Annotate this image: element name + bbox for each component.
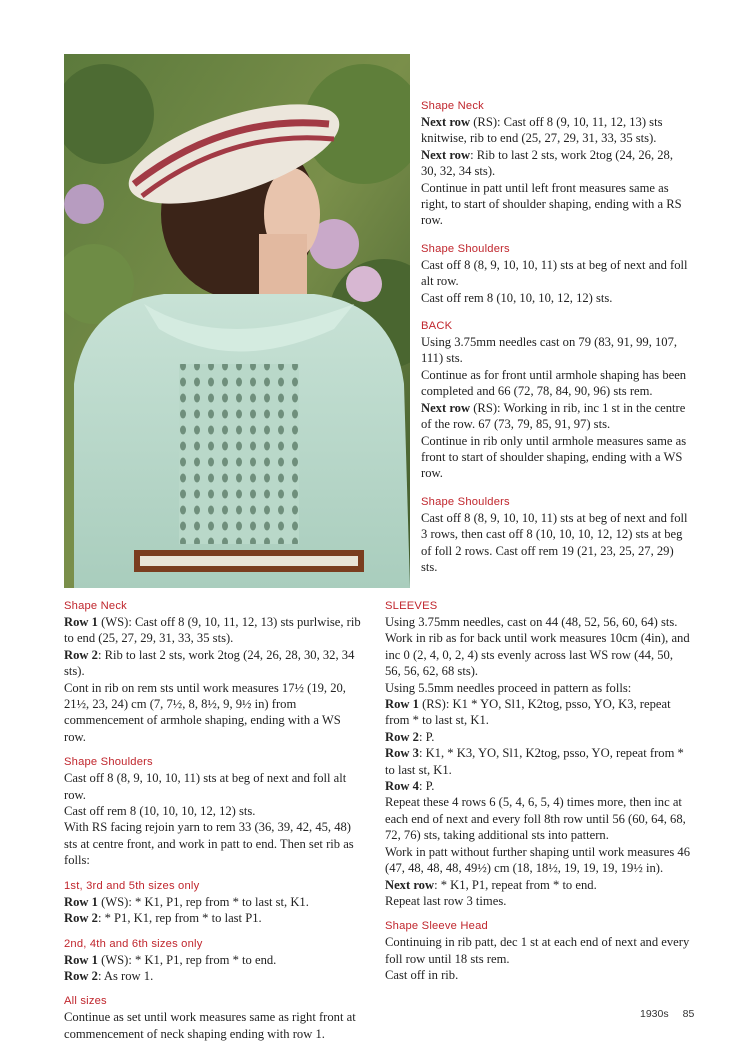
instruction-text: With RS facing rejoin yarn to rem 33 (36, 39, 42, 45, 48) sts at centre front, and work in patt to end. Then set rib as folls: — [64, 820, 354, 868]
section-heading: Shape Sleeve Head — [385, 920, 488, 933]
instruction-text: Cont in rib on rem sts until work measures 17½ (19, 20, 21½, 23, 24) cm (7, 7½, 8, 8½, 9, 9½ in) from commencement of armhole shaping, ending with a WS row. — [64, 680, 346, 744]
knitted-cardigan-photo — [64, 54, 410, 588]
instruction-text: Repeat last row 3 times. — [385, 893, 507, 908]
instruction-text: Row 1 (RS): K1 * YO, Sl1, K2tog, psso, YO, K3, repeat from * to last st, K1. — [385, 697, 671, 728]
instruction-text: Cast off in rib. — [385, 968, 459, 983]
section-heading: 2nd, 4th and 6th sizes only — [64, 937, 203, 950]
section-heading: SLEEVES — [385, 600, 438, 612]
instruction-text: Next row (RS): Cast off 8 (9, 10, 11, 12, 13) sts knitwise, rib to end (25, 27, 29, 31, 33, 35 sts). — [421, 115, 663, 146]
section-heading: Shape Shoulders — [421, 242, 510, 255]
instruction-text: Cast off 8 (8, 9, 10, 10, 11) sts at beg of next and foll alt row. — [64, 771, 347, 802]
middle-column — [385, 598, 691, 984]
instruction-text: Cast off 8 (8, 9, 10, 10, 11) sts at beg of next and foll 3 rows, then cast off 8 (10, 10, 10, 12, 12) sts at beg of foll 2 rows. Cast off rem 19 (21, 23, 25, 27, 29) sts. — [421, 510, 688, 574]
instruction-text: Work in patt without further shaping until work measures 46 (47, 48, 48, 48, 49½) cm (18, 18½, 19, 19, 19, 19½ in). — [385, 844, 691, 876]
instruction-text: Row 4: P. — [385, 779, 435, 794]
instruction-text: Continue in patt until left front measures same as right, to start of shoulder shaping, ending with a RS row. — [421, 180, 682, 228]
instruction-text: Next row: Rib to last 2 sts, work 2tog (24, 26, 28, 30, 32, 34 sts). — [421, 147, 673, 179]
instruction-text: Next row (RS): Working in rib, inc 1 st in the centre of the row. 67 (73, 79, 85, 91, 97) sts. — [421, 400, 686, 432]
instruction-text: Row 1 (WS): * K1, P1, rep from * to end. — [64, 952, 277, 967]
instruction-text: Using 3.75mm needles, cast on 44 (48, 52, 56, 60, 64) sts. — [385, 615, 678, 629]
section-heading: Shape Neck — [421, 100, 484, 112]
left-column — [64, 598, 364, 1042]
section-heading: 1st, 3rd and 5th sizes only — [64, 879, 200, 892]
instruction-text: Row 1 (WS): * K1, P1, rep from * to last st, K1. — [64, 894, 309, 909]
section-heading: BACK — [421, 320, 453, 333]
section-label: 1930s — [640, 1008, 669, 1020]
section-heading: Shape Shoulders — [64, 756, 153, 769]
page-number: 85 — [682, 1008, 695, 1020]
instruction-text: Continuing in rib patt, dec 1 st at each end of next and every foll row until 18 sts rem. — [385, 935, 690, 966]
right-column — [421, 98, 689, 575]
instruction-text: Continue in rib only until armhole measures same as front to start of shoulder shaping, ending with a WS row. — [421, 433, 687, 481]
instruction-text: Repeat these 4 rows 6 (5, 4, 6, 5, 4) times more, then inc at each end of next and every foll 8th row until 56 (60, 64, 68, 72, 76) sts, taking additional sts into pattern. — [385, 795, 686, 843]
instruction-text: Row 2: * P1, K1, rep from * to last P1. — [64, 911, 262, 926]
instruction-text: Cast off rem 8 (10, 10, 10, 12, 12) sts. — [64, 804, 256, 819]
instruction-text: Row 2: Rib to last 2 sts, work 2tog (24, 26, 28, 30, 32, 34 sts). — [64, 647, 355, 679]
instruction-text: Row 2: P. — [385, 729, 435, 744]
section-heading: Shape Neck — [64, 600, 127, 612]
instruction-text: Work in rib as for back until work measures 10cm (4in), and inc 0 (2, 4, 0, 2, 4) sts evenly across last WS row (44, 50, 56, 56, 62, 68 sts). — [385, 631, 690, 679]
instruction-text: Row 1 (WS): Cast off 8 (9, 10, 11, 12, 13) sts purlwise, rib to end (25, 27, 29, 31, 33, 35 sts). — [64, 615, 361, 646]
instruction-text: Using 5.5mm needles proceed in pattern as folls: — [385, 680, 632, 695]
instruction-text: Cast off rem 8 (10, 10, 10, 12, 12) sts. — [421, 290, 613, 305]
page-footer — [640, 1008, 708, 1020]
instruction-text: Cast off 8 (8, 9, 10, 10, 11) sts at beg of next and foll alt row. — [421, 257, 688, 289]
section-heading: All sizes — [64, 995, 107, 1008]
section-heading: Shape Shoulders — [421, 495, 510, 508]
instruction-text: Using 3.75mm needles cast on 79 (83, 91, 99, 107, 111) sts. — [421, 335, 678, 366]
instruction-text: Row 2: As row 1. — [64, 968, 154, 983]
instruction-text: Continue as for front until armhole shaping has been completed and 66 (72, 78, 84, 90, 96) sts rem. — [421, 367, 687, 399]
instruction-text: Continue as set until work measures same as right front at commencement of neck shaping ending with row 1. — [64, 1010, 356, 1041]
instruction-text: Next row: * K1, P1, repeat from * to end. — [385, 877, 597, 892]
instruction-text: Row 3: K1, * K3, YO, Sl1, K2tog, psso, YO, repeat from * to last st, K1. — [385, 746, 684, 777]
